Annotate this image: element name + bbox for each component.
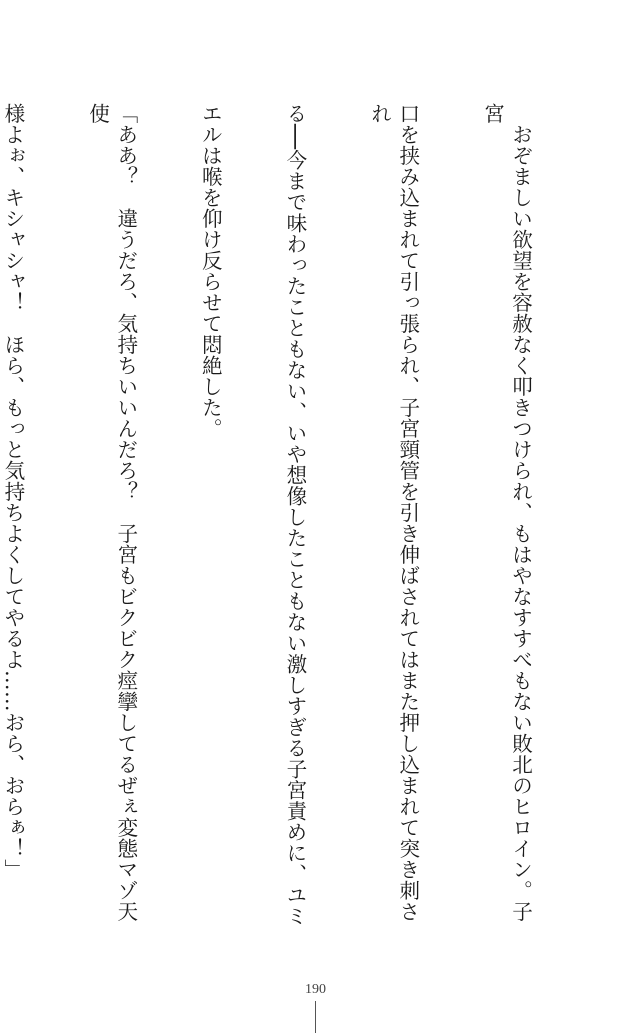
text-line: 「ああ？ 違うだろ、気持ちいいんだろ？ 子宮もビクビク痙攣してるぜぇ変態マゾ天使 (85, 103, 138, 922)
text-line: エルは喉を仰け反らせて悶絶した。 (198, 103, 223, 439)
page-rule (315, 1001, 316, 1033)
page-number: 190 (305, 982, 326, 997)
text-line: る──今まで味わったこともない、いや想像したこともない激しすぎる子宮責めに、ユミ (282, 103, 307, 927)
text-line: おぞましい欲望を容赦なく叩きつけられ、もはやなすすべもない敗北のヒロイン。子宮 (480, 103, 533, 922)
body-text (0, 103, 591, 933)
text-line: 様よぉ、キシャシャ！ ほら、もっと気持ちよくしてやるよ……おら、おらぁ！」 (0, 103, 25, 880)
text-line: 口を挟み込まれて引っ張られ、子宮頸管を引き伸ばされてはまた押し込まれて突き刺され (367, 103, 420, 922)
